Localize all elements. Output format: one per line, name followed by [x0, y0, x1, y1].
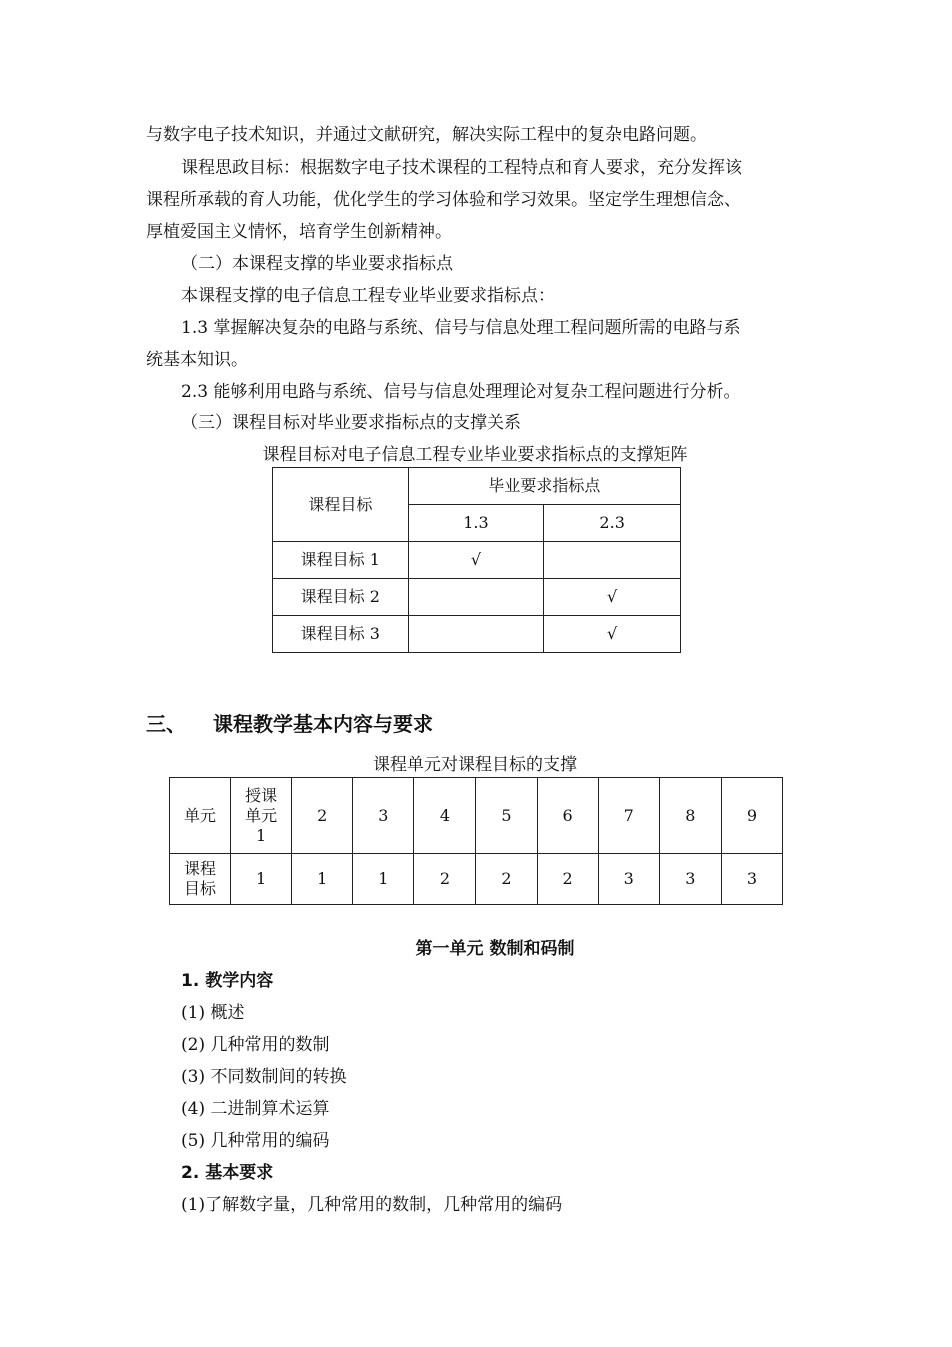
matrix-sub-header: 1.3	[408, 505, 544, 542]
units-first-cell	[231, 778, 292, 854]
matrix-row-label: 课程目标 3	[273, 616, 409, 653]
paragraph-line: 统基本知识。	[146, 350, 248, 370]
paragraph-line: 与数字电子技术知识，并通过文献研究，解决实际工程中的复杂电路问题。	[146, 125, 707, 145]
units-label-line: 课程	[184, 859, 217, 878]
paragraph-line: 课程所承载的育人功能，优化学生的学习体验和学习效果。坚定学生理想信念、	[146, 190, 741, 210]
units-cell: 3	[721, 854, 782, 905]
matrix-sub-header: 2.3	[544, 505, 681, 542]
units-cell: 1	[231, 854, 292, 905]
units-table	[169, 777, 783, 905]
table-row	[273, 616, 681, 653]
units-cell: 1	[292, 854, 353, 905]
units-cell: 3	[353, 778, 414, 854]
matrix-cell	[408, 616, 544, 653]
units-label-line: 目标	[184, 879, 217, 898]
units-cell: 7	[598, 778, 659, 854]
list-item: (2) 几种常用的数制	[181, 1035, 330, 1055]
matrix-cell	[544, 542, 681, 579]
matrix-row-label: 课程目标 2	[273, 579, 409, 616]
units-cell: 2	[292, 778, 353, 854]
table-row	[273, 579, 681, 616]
units-cell: 1	[353, 854, 414, 905]
requirements-heading: 2. 基本要求	[181, 1163, 274, 1183]
matrix-cell	[408, 579, 544, 616]
support-matrix-table	[272, 467, 681, 653]
paragraph-line: 厚植爱国主义情怀，培育学生创新精神。	[146, 222, 452, 242]
units-cell: 6	[537, 778, 598, 854]
paragraph-line: 1.3 掌握解决复杂的电路与系统、信号与信息处理工程问题所需的电路与系	[181, 318, 741, 338]
unit-title: 第一单元 数制和码制	[415, 939, 575, 959]
units-row-label	[170, 854, 231, 905]
paragraph-line: 2.3 能够利用电路与系统、信号与信息处理理论对复杂工程问题进行分析。	[181, 382, 741, 402]
table-row	[273, 542, 681, 579]
subsection-heading: （二）本课程支撑的毕业要求指标点	[181, 254, 453, 274]
list-item: (1) 概述	[181, 1003, 245, 1023]
section-title: 课程教学基本内容与要求	[213, 712, 433, 736]
units-cell: 2	[414, 854, 476, 905]
units-cell: 3	[598, 854, 659, 905]
matrix-cell: √	[408, 542, 544, 579]
list-item: (3) 不同数制间的转换	[181, 1067, 347, 1087]
section-number: 三、	[146, 712, 186, 736]
content-heading: 1. 教学内容	[181, 971, 274, 991]
subsection-heading: （三）课程目标对毕业要求指标点的支撑关系	[181, 413, 521, 433]
units-cell: 4	[414, 778, 476, 854]
units-row-label: 单元	[170, 778, 231, 854]
units-first-line: 单元	[245, 805, 278, 825]
units-cell: 8	[659, 778, 721, 854]
matrix-caption: 课程目标对电子信息工程专业毕业要求指标点的支撑矩阵	[262, 445, 688, 465]
table-row	[170, 778, 783, 854]
matrix-row-label: 课程目标 1	[273, 542, 409, 579]
list-item: (5) 几种常用的编码	[181, 1131, 330, 1151]
matrix-group-header: 毕业要求指标点	[408, 468, 680, 505]
list-item: (1)了解数字量，几种常用的数制，几种常用的编码	[181, 1195, 563, 1215]
units-first-line: 1	[256, 825, 267, 845]
matrix-col-header: 课程目标	[273, 468, 409, 542]
paragraph-line: 课程思政目标：根据数字电子技术课程的工程特点和育人要求，充分发挥该	[181, 158, 742, 178]
matrix-cell: √	[544, 616, 681, 653]
units-cell: 3	[659, 854, 721, 905]
units-cell: 9	[721, 778, 782, 854]
table-row	[170, 854, 783, 905]
list-item: (4) 二进制算术运算	[181, 1099, 330, 1119]
units-cell: 2	[476, 854, 537, 905]
matrix-cell: √	[544, 579, 681, 616]
paragraph-line: 本课程支撑的电子信息工程专业毕业要求指标点：	[181, 286, 555, 306]
units-caption: 课程单元对课程目标的支撑	[373, 755, 577, 775]
units-cell: 2	[537, 854, 598, 905]
units-cell: 5	[476, 778, 537, 854]
units-first-line: 授课	[245, 785, 278, 805]
